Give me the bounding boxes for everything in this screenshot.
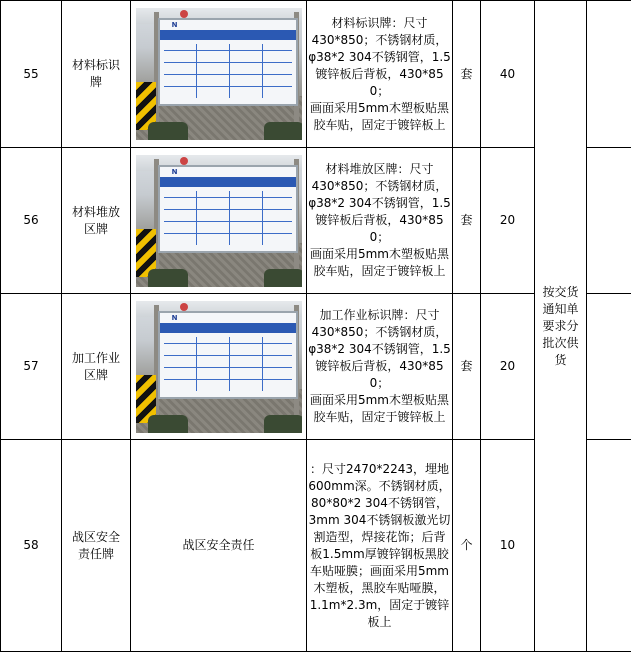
item-description: 材料堆放区牌：尺寸 430*850；不锈钢材质， φ38*2 304不锈钢管，1.5 镀锌板后背板，430*850； 画面采用5mm木塑板贴黑 胶车贴，固定于镀锌板上 bbox=[307, 148, 453, 294]
row-number: 57 bbox=[1, 294, 62, 440]
item-unit: 个 bbox=[453, 440, 481, 652]
empty-cell bbox=[587, 294, 631, 440]
item-unit: 套 bbox=[453, 294, 481, 440]
item-image-cell bbox=[131, 1, 307, 148]
row-number: 58 bbox=[1, 440, 62, 652]
item-description: 加工作业标识牌：尺寸 430*850；不锈钢材质， φ38*2 304不锈钢管，1.5 镀锌板后背板，430*850； 画面采用5mm木塑板贴黑 胶车贴，固定于镀锌板上 bbox=[307, 294, 453, 440]
item-unit: 套 bbox=[453, 1, 481, 148]
item-image-cell bbox=[131, 148, 307, 294]
empty-cell bbox=[587, 1, 631, 148]
material-storage-sign-photo: N bbox=[136, 155, 302, 287]
item-name: 材料堆放 区牌 bbox=[62, 148, 131, 294]
table-row bbox=[1, 1, 631, 148]
item-quantity: 20 bbox=[481, 294, 535, 440]
empty-cell bbox=[587, 440, 631, 652]
item-quantity: 20 bbox=[481, 148, 535, 294]
row-number: 56 bbox=[1, 148, 62, 294]
empty-cell bbox=[587, 148, 631, 294]
item-image-cell bbox=[131, 294, 307, 440]
item-name: 战区安全 责任牌 bbox=[62, 440, 131, 652]
item-description: ：尺寸2470*2243，埋地 600mm深。不锈钢材质， 80*80*2 304不锈钢管， 3mm 304不锈钢板激光切 割造型，焊接花饰；后背 板1.5mm厚镀锌钢板黑胶 车贴哑膜；画面采用5mm 木塑板，黑胶车贴哑膜， 1.1m*2.3m，固定于镀锌 板上 bbox=[307, 440, 453, 652]
item-description: 材料标识牌：尺寸 430*850；不锈钢材质， φ38*2 304不锈钢管，1.5 镀锌板后背板，430*850； 画面采用5mm木塑板贴黑 胶车贴，固定于镀锌板上 bbox=[307, 1, 453, 148]
row-number: 55 bbox=[1, 1, 62, 148]
delivery-note: 按交货 通知单 要求分 批次供 货 bbox=[535, 1, 587, 652]
item-name: 加工作业 区牌 bbox=[62, 294, 131, 440]
material-sign-photo: N bbox=[136, 8, 302, 140]
item-name: 材料标识 牌 bbox=[62, 1, 131, 148]
item-unit: 套 bbox=[453, 148, 481, 294]
item-quantity: 10 bbox=[481, 440, 535, 652]
item-image-text: 战区安全责任 bbox=[131, 440, 307, 652]
item-quantity: 40 bbox=[481, 1, 535, 148]
processing-area-sign-photo: N bbox=[136, 301, 302, 433]
